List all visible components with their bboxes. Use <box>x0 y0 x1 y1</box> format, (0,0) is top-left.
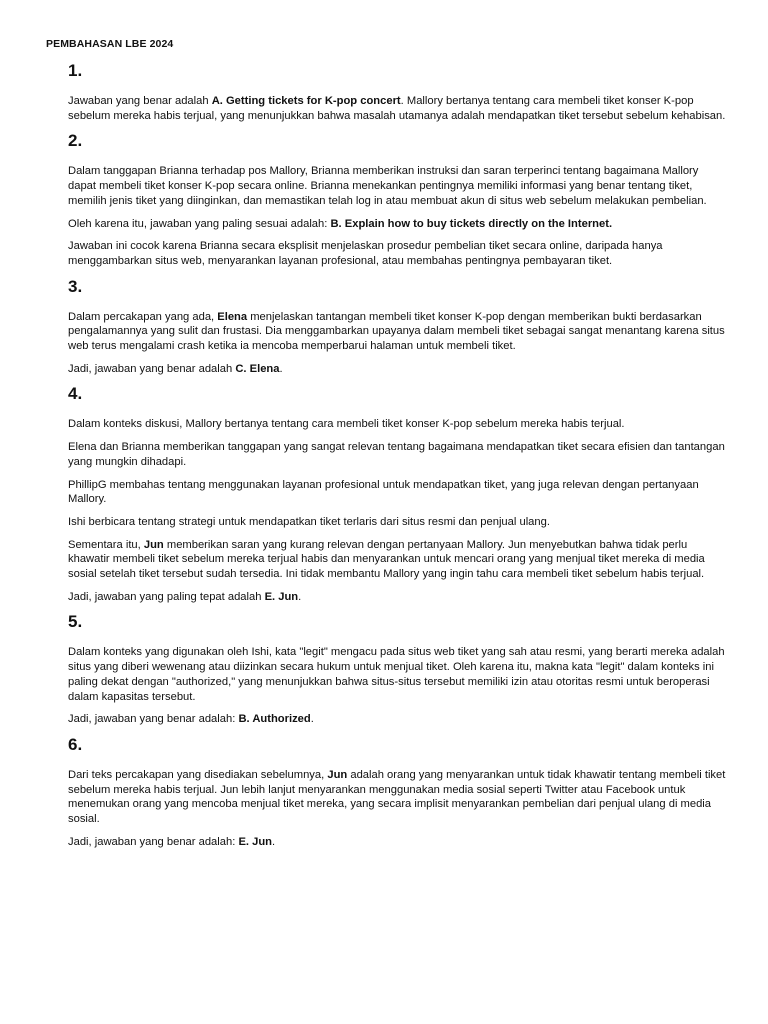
answer-highlight: B. Authorized <box>238 713 311 726</box>
paragraph-text: Jadi, jawaban yang benar adalah <box>68 362 236 375</box>
explanation-paragraph <box>68 712 726 727</box>
paragraph-text: Sementara itu, <box>68 538 144 551</box>
explanation-paragraph <box>68 310 726 354</box>
paragraph-text: Dari teks percakapan yang disediakan sebelumnya, <box>68 768 328 781</box>
paragraph-text: Dalam konteks diskusi, Mallory bertanya tentang cara membeli tiket konser K-pop sebelum mereka habis terjual. <box>68 418 625 431</box>
paragraph-text: Jawaban yang benar adalah <box>68 95 212 107</box>
explanation-paragraph <box>68 94 726 123</box>
explanation-paragraph <box>68 362 726 377</box>
paragraph-text: Elena dan Brianna memberikan tanggapan yang sangat relevan tentang bagaimana mendapatkan tiket secara efisien dan tantangan yang mungkin dihadapi. <box>68 441 725 468</box>
explanation-paragraph <box>68 645 726 704</box>
paragraph-text: Jadi, jawaban yang benar adalah: <box>68 835 239 848</box>
answer-section <box>68 61 726 123</box>
answer-section <box>68 131 726 268</box>
explanation-paragraph <box>68 164 726 208</box>
paragraph-text: memberikan saran yang kurang relevan dengan pertanyaan Mallory. Jun menyebutkan bahwa tidak perlu khawatir membeli tiket sebelum mereka terjual habis dan menyarankan untuk mencari orang yang menjual tiket mereka di media sosial setelah tiket tersebut sudah tersedia. Ini tidak membantu Mallory yang ingin tahu cara membeli tiket sebelum habis terjual. <box>68 538 705 581</box>
explanation-paragraph <box>68 239 726 268</box>
paragraph-text: Dalam konteks yang digunakan oleh Ishi, kata "legit" mengacu pada situs web tiket yang sah atau resmi, yang berarti mereka adalah situs yang diberi wewenang atau diizinkan secara hukum untuk menjual tiket. Oleh karena itu, makna kata "legit" dalam konteks ini paling dekat dengan "authorized," yang menunjukkan bahwa situs-situs tersebut memiliki izin atau otoritas resmi untuk beroperasi dalam kapasitas tersebut. <box>68 646 725 703</box>
paragraph-text: . <box>298 590 302 603</box>
paragraph-text: Jawaban ini cocok karena Brianna secara eksplisit menjelaskan prosedur pembelian tiket secara online, daripada hanya menggambarkan situs web, menyarankan layanan profesional, atau membahas pentingnya pembayaran tiket. <box>68 240 663 267</box>
answer-section <box>68 277 726 377</box>
explanation-paragraph <box>68 590 726 605</box>
paragraph-text: Ishi berbicara tentang strategi untuk mendapatkan tiket terlaris dari situs resmi dan penjual ulang. <box>68 515 550 528</box>
paragraph-text: Jadi, jawaban yang benar adalah: <box>68 713 239 726</box>
explanation-paragraph <box>68 440 726 469</box>
paragraph-text: . Mallory bertanya tentang cara membeli tiket konser K-pop sebelum mereka habis terjual, yang menunjukkan bahwa masalah utamanya adalah mendapatkan tiket tersebut sebelum kehabisan. <box>68 95 726 122</box>
explanation-paragraph <box>68 768 726 827</box>
answer-highlight: B. Explain how to buy tickets directly on the Internet. <box>330 217 613 230</box>
explanation-paragraph <box>68 417 726 432</box>
question-number: 6. <box>68 734 83 754</box>
question-number: 5. <box>68 612 83 632</box>
paragraph-text: Oleh karena itu, jawaban yang paling sesuai adalah: <box>68 217 331 230</box>
paragraph-text: menjelaskan tantangan membeli tiket konser K-pop dengan memberikan bukti berdasarkan pengalamannya yang sulit dan frustasi. Dia menggambarkan upayanya dalam membeli tiket sebagai sangat menantang karena situs web terus mengalami crash ketika ia mencoba memperbarui halaman untuk membeli tiket. <box>68 310 725 353</box>
question-number: 1. <box>68 61 83 80</box>
explanation-paragraph <box>68 538 726 582</box>
paragraph-text: adalah orang yang menyarankan untuk tidak khawatir tentang membeli tiket sebelum mereka habis terjual. Jun lebih lanjut menyarankan menggunakan media sosial seperti Twitter atau Facebook untuk menemukan orang yang mencoba menjual tiket mereka, yang secara implisit menyarankan pembelian dari penjual ulang di media sosial. <box>68 768 726 826</box>
answer-highlight: Jun <box>143 538 164 551</box>
question-number: 3. <box>68 276 83 296</box>
question-number: 2. <box>68 131 83 151</box>
paragraph-text: Jadi, jawaban yang paling tepat adalah <box>68 590 265 603</box>
paragraph-text: . <box>279 362 283 375</box>
document-title: PEMBAHASAN LBE 2024 <box>46 38 174 50</box>
answer-highlight: Jun <box>327 768 348 781</box>
question-number: 4. <box>68 384 83 404</box>
explanation-paragraph <box>68 217 726 232</box>
answer-highlight: E. Jun <box>264 590 299 603</box>
answer-highlight: C. Elena <box>235 362 280 375</box>
paragraph-text: Dalam percakapan yang ada, <box>68 310 218 323</box>
paragraph-text: . <box>272 835 276 848</box>
explanation-paragraph <box>68 478 726 507</box>
paragraph-text: . <box>310 713 314 726</box>
paragraph-text: PhillipG membahas tentang menggunakan layanan profesional untuk mendapatkan tiket, yang juga relevan dengan pertanyaan Mallory. <box>68 478 699 506</box>
answer-highlight: A. Getting tickets for K-pop concert <box>211 95 401 107</box>
document-body <box>68 61 726 850</box>
paragraph-text: Dalam tanggapan Brianna terhadap pos Mallory, Brianna memberikan instruksi dan saran terperinci tentang bagaimana Mallory dapat membeli tiket konser K-pop secara online. Brianna menekankan pentingnya memiliki informasi yang benar tentang tiket, memilih jenis tiket yang diinginkan, dan memastikan telah log in atau membuat akun di situs web sebelum melakukan pembelian. <box>68 165 707 207</box>
explanation-paragraph <box>68 515 726 530</box>
answer-highlight: E. Jun <box>238 835 273 848</box>
explanation-paragraph <box>68 835 726 850</box>
answer-section <box>68 612 726 727</box>
answer-section <box>68 384 726 604</box>
answer-highlight: Elena <box>217 310 248 323</box>
answer-section <box>68 735 726 850</box>
